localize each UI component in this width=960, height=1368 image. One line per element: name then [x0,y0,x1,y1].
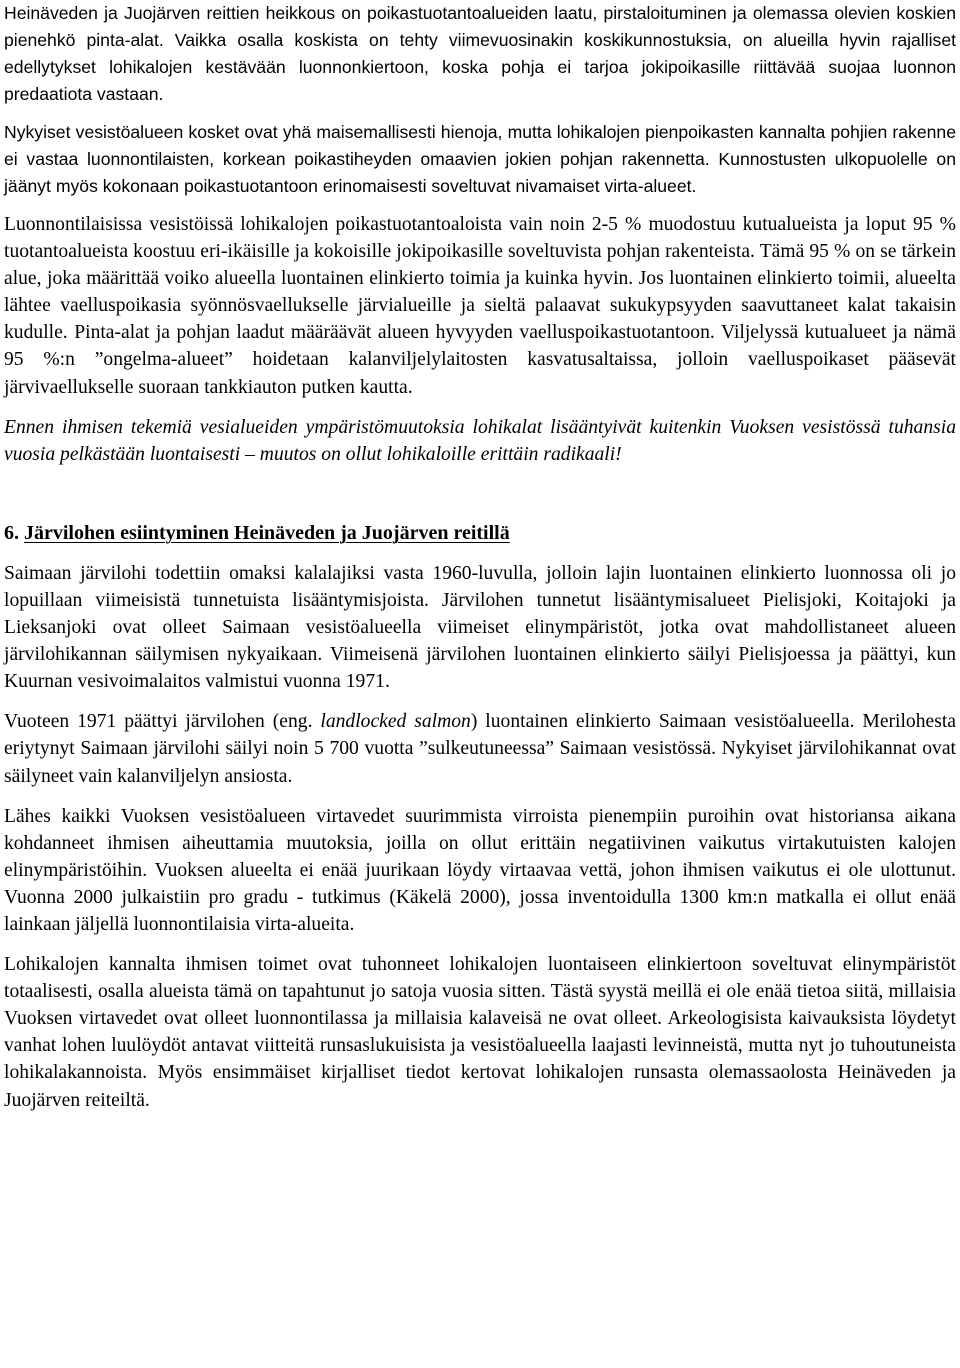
section-heading [4,520,956,547]
italic-text: Ennen ihmisen tekemiä vesialueiden ympäristömuutoksia lohikalat lisääntyivät kuitenkin Vuoksen vesistössä tuhansia vuosia pelkästään luontaisesti – muutos on ollut lohikaloille erittäin radikaali! [4,416,956,465]
paragraph-river-weakness: Heinäveden ja Juojärven reittien heikkous on poikastuotantoalueiden laatu, pirstaloituminen ja olemassa olevien koskien pienehkö pinta-alat. Vaikka osalla koskista on tehty viimevuosinakin koskikunnostuksia, on alueilla hyvin rajalliset edellytykset lohikalojen kestävään luonnonkiertoon, koska pohja ei tarjoa jokipoikasille riittävää suojaa luonnon predaatiota vastaan. [4,3,956,104]
paragraph-1971-end: Vuoteen 1971 päättyi järvilohen (eng. landlocked salmon) luontainen elinkierto Saimaan vesistöalueella. Merilohesta eriytynyt Saimaan järvilohi säilyi noin 5 700 vuotta ”sulkeutuneessa” Saimaan vesistössä. Nykyiset järvilohikannat ovat säilyneet vain kalanviljelyn ansiosta. [4,711,956,787]
section-number: 6. [4,521,19,544]
paragraph-natural-waters: Luonnontilaisissa vesistöissä lohikalojen poikastuotantoaloista vain noin 2-5 % muodostuu kutualueista ja loput 95 % tuotantoalueista koostuu eri-ikäisille ja kokoisille jokipoikasille soveltuvista pohjan rakenteista. Tämä 95 % on se tärkein alue, joka määrittää voiko alueella luontainen elinkierto toimia ja kuinka hyvin. Jos luontainen elinkierto toimii, alueelta lähtee vaelluspoikasia syönnösvaellukselle järvialueille ja sieltä palaavat sukukypsyyden saavuttaneet kalat takaisin kudulle. Pinta-alat ja pohjan laadut määräävät alueen hyvyyden vaelluspoikastuotantoon. Viljelyssä kutualueet ja nämä 95 %:n ”ongelma-alueet” hoidetaan kalanviljelylaitosten kasvatusaltaissa, jolloin vaelluspoikaset pääsevät järvivaellukselle suoraan tankkiauton putken kautta. [4,214,956,398]
paragraph-saimaa-salmon: Saimaan järvilohi todettiin omaksi kalalajiksi vasta 1960-luvulla, jolloin lajin luontainen elinkierto luonnossa oli jo lopuillaan viimeisistä tunnetuista lisääntymisjoista. Järvilohen tunnetut lisääntymisalueet Pielisjoki, Koitajoki ja Lieksanjoki ovat olleet Saimaan vesistöalueella viimeiset elinympäristöt, jotka ovat mahdollistaneet alueen järvilohikannan säilymisen nykyaikaan. Viimeisenä järvilohen luontainen elinkierto säilyi Pielisjoessa ja päättyi, kun Kuurnan vesivoimalaitos valmistui vuonna 1971. [4,562,956,693]
paragraph-human-impact: Lohikalojen kannalta ihmisen toimet ovat tuhonneet lohikalojen luontaiseen elinkiertoon soveltuvat elinympäristöt totaalisesti, osalla alueista tämä on tapahtunut jo satoja vuosia sitten. Tästä syystä meillä ei ole enää tietoa siitä, millaisia Vuoksen virtavedet ovat olleet luonnontilassa ja millaisia kalaveisä ne ovat olleet. Arkeologisista kaivauksista löydetyt vanhat lohen luulöydöt antavat viitteitä runsaslukuisista ja vesistöalueella laajasti levinneistä, mutta nyt jo tuhoutuneista lohikalakannoista. Myös ensimmäiset kirjalliset tiedot kertovat lohikalojen runsasta olemassaolosta Heinäveden ja Juojärven reiteiltä. [4,954,956,1111]
section-title: Järvilohen esiintyminen Heinäveden ja Juojärven reitillä [24,521,510,544]
paragraph-current-rapids: Nykyiset vesistöalueen kosket ovat yhä maisemallisesti hienoja, mutta lohikalojen pienpoikasten kannalta pohjien rakenne ei vastaa luonnontilaisten, korkean poikastiheyden omaavien jokien pohjan rakennetta. Kunnostusten ulkopuolelle on jäänyt myös kokonaan poikastuotantoon erinomaisesti soveltuvat nivamaiset virta-alueet. [4,122,956,196]
document-page [4,0,956,1114]
italic-text: landlocked salmon [320,711,471,733]
paragraph-vuoksi-waters: Lähes kaikki Vuoksen vesistöalueen virtavedet suurimmista virroista pienempiin puroihin ovat historiansa aikana kohdanneet ihmisen aiheuttamia muutoksia, joilla on ollut erittäin negatiivinen vaikutus virtakutuisten kalojen elinympäristöihin. Vuoksen alueelta ei enää juurikaan löydy virtaavaa vettä, johon ihmisen vaikutus ei ole ulottunut. Vuonna 2000 julkaistiin pro gradu - tutkimus (Käkelä 2000), jossa inventoidulla 1300 km:n matkalla ei ollut enää lainkaan jäljellä luonnontilaisia virta-alueita. [4,805,956,935]
paragraph-italic-note [4,414,956,468]
